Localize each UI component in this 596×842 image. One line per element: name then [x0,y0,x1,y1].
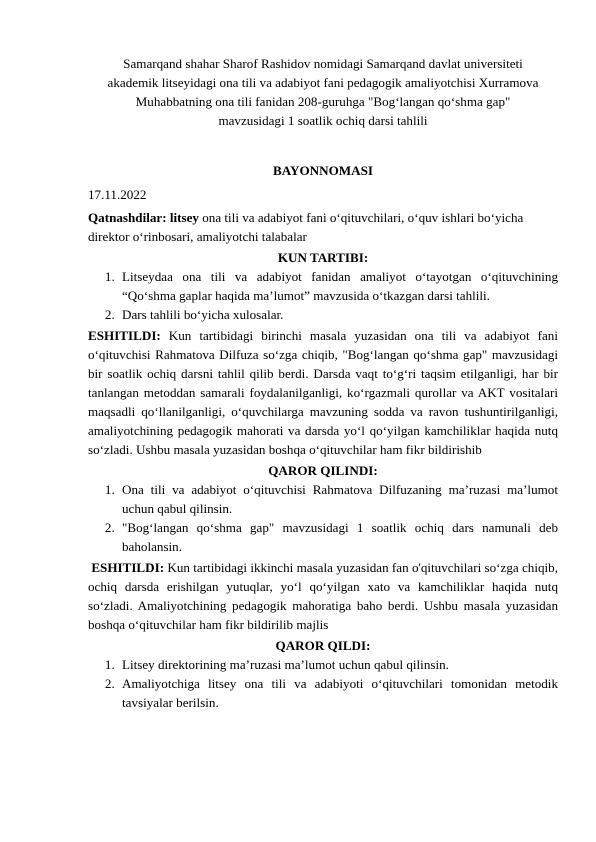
header-line: akademik litseyidagi ona tili va adabiyot fani pedagogik amaliyotchisi Xurramova [107,75,539,90]
header-line: Muhabbatning ona tili fanidan 208-guruhga "Bog‘langan qo‘shma gap" [135,94,511,109]
decision-item: 2. "Bog‘langan qo‘shma gap" mavzusidagi 1 soatlik ochiq dars namunali deb baholansin. [118,518,558,556]
heard-label-1: ESHITILDI: [88,328,161,343]
agenda-list [88,267,558,324]
document-header [88,54,558,130]
heard-label-2: ESHITILDI: [91,560,165,575]
document-date: 17.11.2022 [88,187,147,202]
heard-text-2: Kun tartibidagi ikkinchi masala yuzasidan fan o'qituvchilari so‘zga chiqib, ochiq darsda erishilgan yutuqlar, yo‘l qo‘yilgan xato va kamchiliklar haqida nutq so‘zladi. Amaliyotchining pedagogik mahoratiga baho berdi. Ushbu masala yuzasidan boshqa o‘qituvchilar ham fikr bildirilib majlis [88,560,558,632]
heard-paragraph-2 [88,558,558,634]
agenda-item: 1. Litseydaa ona tili va adabiyot fanidan amaliyot o‘tayotgan o‘qituvchining “Qo‘shma gaplar haqida ma’lumot” mavzusida o‘tkazgan darsi tahlili. [118,267,558,305]
decision-item: 2. Amaliyotchiga litsey ona tili va adabiyoti o‘qituvchilari tomonidan metodik tavsiyalar berilsin. [118,674,558,712]
agenda-item: 2. Dars tahlili bo‘yicha xulosalar. [118,305,558,324]
agenda-heading: KUN TARTIBI: [277,250,369,265]
decision-item: 1. Ona tili va adabiyot o‘qituvchisi Rahmatova Dilfuzaning ma’ruzasi ma’lumot uchun qabul qilinsin. [118,480,558,518]
participants-label: Qatnashdilar: litsey [88,210,199,225]
decision-heading-1: QAROR QILINDI: [268,463,378,478]
participants-paragraph [88,208,558,246]
decision-heading-2: QAROR QILDI: [275,638,371,653]
decision-list-1 [88,480,558,556]
decision-list-2 [88,655,558,712]
heard-paragraph-1 [88,326,558,459]
header-line: Samarqand shahar Sharof Rashidov nomidagi Samarqand davlat universiteti [123,56,523,71]
header-line: mavzusidagi 1 soatlik ochiq darsi tahlili [218,113,428,128]
document-title: BAYONNOMASI [273,163,373,178]
decision-item: 1. Litsey direktorining ma’ruzasi ma’lumot uchun qabul qilinsin. [118,655,558,674]
heard-text-1: Kun tartibidagi birinchi masala yuzasidan ona tili va adabiyot fani o‘qituvchisi Rahmatova Dilfuza so‘zga chiqib, "Bog‘langan qo‘shma gap" mavzusidagi bir soatlik ochiq darsni tahlil qilib berdi. Darsda vaqt to‘g‘ri taqsim etilganligi, har bir tanlangan metoddan samarali foydalanilganligi, ko‘rgazmali qurollar va AKT vositalari maqsadli qo‘llanilganligi, o‘quvchilarga mavzuning sodda va ravon tushuntirilganligi, amaliyotchining pedagogik mahorati va darsda yo‘l qo‘yilgan kamchiliklar haqida nutq so‘zladi. Ushbu masala yuzasidan boshqa o‘qituvchilar ham fikr bildirishib [88,328,558,457]
participants-text: ona tili va adabiyot fani o‘qituvchilari, o‘quv ishlari bo‘yicha direktor o‘rinbosari, amaliyotchi talabalar [88,210,524,244]
